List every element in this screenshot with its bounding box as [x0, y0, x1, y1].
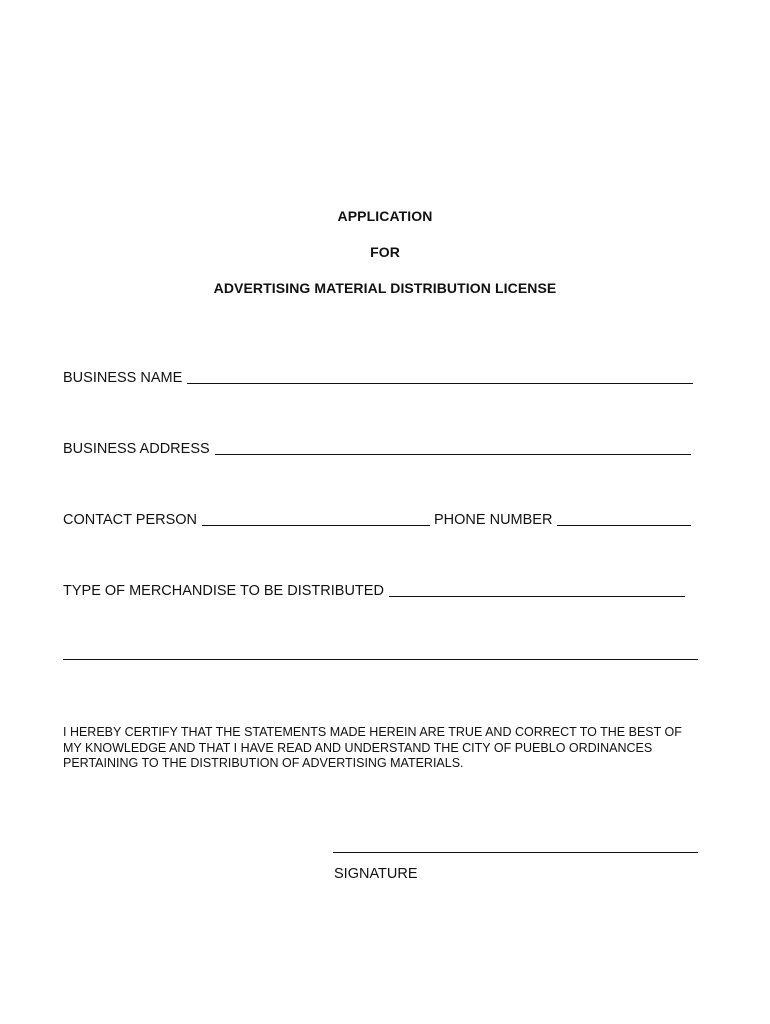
certification-line-1: I HEREBY CERTIFY THAT THE STATEMENTS MADE HEREIN ARE TRUE AND CORRECT TO THE BEST OF	[63, 725, 682, 739]
business-address-label: BUSINESS ADDRESS	[63, 441, 210, 457]
phone-number-label: PHONE NUMBER	[434, 512, 553, 528]
signature-label: SIGNATURE	[334, 866, 418, 882]
title-application: APPLICATION	[337, 208, 433, 224]
merchandise-type-row	[63, 583, 685, 599]
signature-field[interactable]	[333, 852, 698, 853]
contact-person-field[interactable]	[202, 525, 430, 526]
merchandise-type-label: TYPE OF MERCHANDISE TO BE DISTRIBUTED	[63, 583, 384, 599]
business-name-label: BUSINESS NAME	[63, 370, 183, 386]
certification-line-2: MY KNOWLEDGE AND THAT I HAVE READ AND UNDERSTAND THE CITY OF PUEBLO ORDINANCES	[63, 740, 653, 755]
business-name-field[interactable]	[187, 383, 693, 384]
merchandise-type-continuation-field[interactable]	[63, 659, 698, 660]
certification-line-3: PERTAINING TO THE DISTRIBUTION OF ADVERTISING MATERIALS.	[63, 756, 464, 770]
business-address-row	[63, 441, 691, 457]
phone-number-field[interactable]	[557, 525, 691, 526]
merchandise-type-field[interactable]	[389, 596, 685, 597]
contact-person-label: CONTACT PERSON	[63, 512, 198, 528]
business-address-field[interactable]	[215, 454, 691, 455]
title-for: FOR	[370, 244, 400, 260]
certification-statement	[63, 725, 713, 772]
title-license-name: ADVERTISING MATERIAL DISTRIBUTION LICENSE	[213, 280, 557, 296]
business-name-row	[63, 370, 693, 386]
contact-phone-row	[63, 512, 691, 528]
